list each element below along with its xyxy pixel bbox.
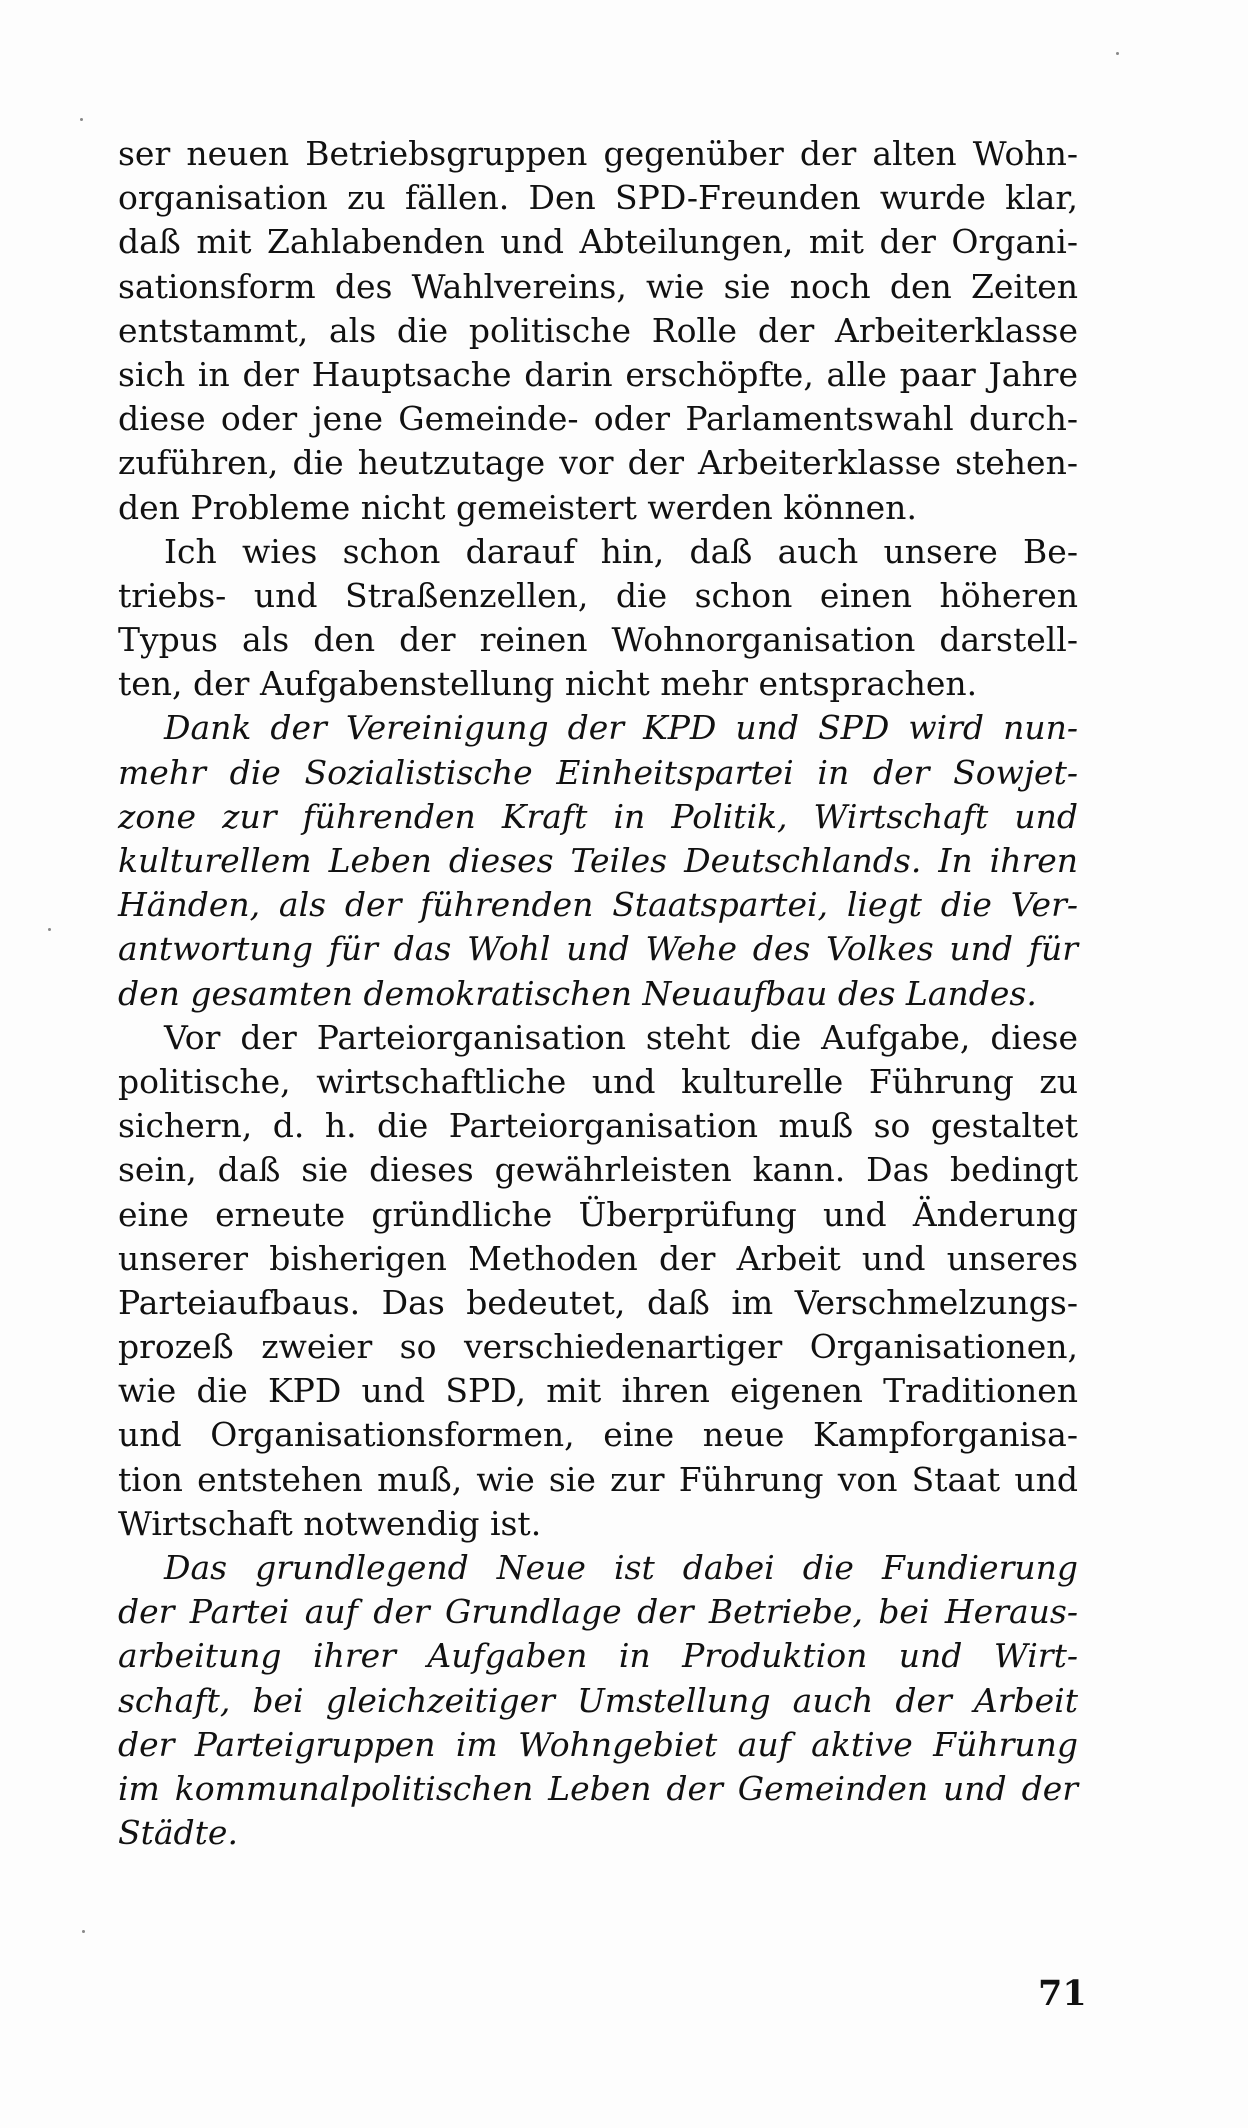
text-line: Händen, als der führenden Staatspartei, liegt die Ver- [118,885,1078,925]
text-line: Vor der Parteiorganisation steht die Aufgabe, diese [164,1017,1078,1057]
text-line: antwortung für das Wohl und Wehe des Volkes und für [118,929,1078,969]
text-line: Städte. [118,1813,238,1853]
text-line: diese oder jene Gemeinde- oder Parlamentswahl durch- [118,399,1078,439]
text-line: Parteiaufbaus. Das bedeutet, daß im Verschmelzungs- [118,1282,1078,1322]
paper-speck [80,118,83,121]
text-line: politische, wirtschaftliche und kulturelle Führung zu [118,1061,1078,1101]
page-number: 71 [1038,1973,1087,2014]
text-line: arbeitung ihrer Aufgaben in Produktion und Wirt- [118,1636,1078,1676]
paper-speck [82,1930,85,1933]
text-line: den gesamten demokratischen Neuaufbau des Landes. [118,973,1037,1013]
text-line: wie die KPD und SPD, mit ihren eigenen Traditionen [118,1371,1078,1411]
paper-speck [1116,52,1119,55]
text-line: eine erneute gründliche Überprüfung und Änderung [118,1194,1078,1234]
text-line: schaft, bei gleichzeitiger Umstellung auch der Arbeit [118,1680,1078,1720]
paragraph [118,1016,1078,1546]
paper-speck [48,928,51,931]
text-line: mehr die Sozialistische Einheitspartei in der Sowjet- [118,752,1078,792]
text-line: prozeß zweier so verschiedenartiger Organisationen, [118,1327,1078,1367]
text-line: Wirtschaft notwendig ist. [118,1503,542,1543]
text-line: Ich wies schon darauf hin, daß auch unsere Be- [164,531,1078,571]
text-line: sationsform des Wahlvereins, wie sie noch den Zeiten [118,266,1078,306]
paragraph [118,530,1078,707]
text-line: triebs- und Straßenzellen, die schon einen höheren [118,575,1078,615]
text-line: im kommunalpolitischen Leben der Gemeinden und der [118,1768,1078,1808]
text-line: sichern, d. h. die Parteiorganisation muß so gestaltet [118,1106,1078,1146]
text-line: Das grundlegend Neue ist dabei die Fundierung [164,1548,1078,1587]
text-line: und Organisationsformen, eine neue Kampforganisa- [118,1415,1078,1455]
text-line: kulturellem Leben dieses Teiles Deutschlands. In ihren [118,841,1078,880]
text-line: den Probleme nicht gemeistert werden können. [118,487,917,527]
text-line: der Partei auf der Grundlage der Betriebe, bei Heraus- [118,1592,1078,1632]
text-line: Dank der Vereinigung der KPD und SPD wird nun- [164,708,1078,748]
text-line: Typus als den der reinen Wohnorganisation darstell- [118,620,1078,660]
text-line: ser neuen Betriebsgruppen gegenüber der alten Wohn- [118,134,1078,173]
body-text [118,132,1078,1855]
text-line: daß mit Zahlabenden und Abteilungen, mit der Organi- [118,222,1078,262]
paragraph [118,1546,1078,1855]
text-line: sein, daß sie dieses gewährleisten kann. Das bedingt [118,1150,1078,1190]
text-line: unserer bisherigen Methoden der Arbeit und unseres [118,1238,1078,1278]
text-line: tion entstehen muß, wie sie zur Führung von Staat und [118,1459,1078,1499]
text-line: entstammt, als die politische Rolle der Arbeiterklasse [118,310,1078,350]
text-line: sich in der Hauptsache darin erschöpfte, alle paar Jahre [118,354,1078,394]
text-line: zone zur führenden Kraft in Politik, Wirtschaft und [118,796,1078,836]
text-line: ten, der Aufgabenstellung nicht mehr entsprachen. [118,664,978,704]
paragraph [118,706,1078,1015]
text-line: der Parteigruppen im Wohngebiet auf aktive Führung [118,1724,1078,1764]
text-line: zuführen, die heutzutage vor der Arbeiterklasse stehen- [118,443,1078,483]
text-line: organisation zu fällen. Den SPD-Freunden wurde klar, [118,178,1078,218]
paragraph [118,132,1078,530]
